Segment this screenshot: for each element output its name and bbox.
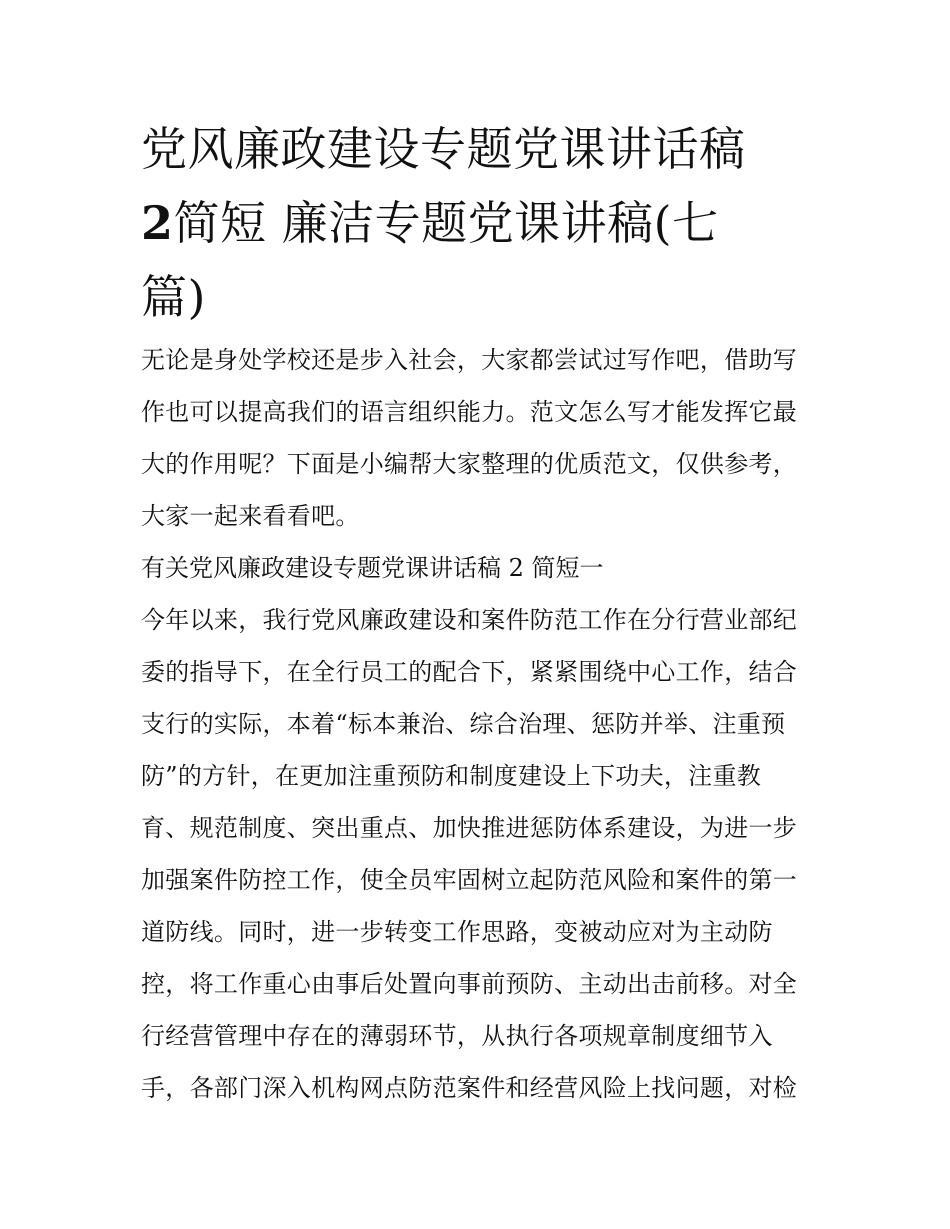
title-line-2	[141, 186, 813, 260]
title-line-2-text: 简短 廉洁专题党课讲稿(七	[173, 196, 719, 250]
intro-line: 大的作用呢？下面是小编帮大家整理的优质范文，仅供参考，	[141, 450, 798, 478]
body-line: 支行的实际，本着“标本兼治、综合治理、惩防并举、注重预	[141, 710, 786, 738]
body-line: 加强案件防控工作，使全员牢固树立起防范风险和案件的第一	[141, 866, 798, 894]
body-line: 行经营管理中存在的薄弱环节，从执行各项规章制度细节入	[141, 1022, 773, 1050]
body-line: 今年以来，我行党风廉政建设和案件防范工作在分行营业部纪	[141, 606, 798, 634]
body-line: 控，将工作重心由事后处置向事前预防、主动出击前移。对全	[141, 970, 798, 998]
title-line-1: 党风廉政建设专题党课讲话稿	[141, 122, 746, 176]
title-line-3: 篇)	[141, 270, 206, 324]
body-line: 防”的方针，在更加注重预防和制度建设上下功夫，注重教	[141, 762, 762, 790]
body-line: 育、规范制度、突出重点、加快推进惩防体系建设，为进一步	[141, 814, 798, 842]
body-line: 委的指导下，在全行员工的配合下，紧紧围绕中心工作，结合	[141, 658, 798, 686]
title-number: 2	[141, 196, 174, 250]
intro-paragraph	[141, 334, 813, 542]
intro-line: 无论是身处学校还是步入社会，大家都尝试过写作吧，借助写	[141, 346, 798, 374]
body-line: 道防线。同时，进一步转变工作思路，变被动应对为主动防	[141, 918, 773, 946]
document-content	[141, 112, 813, 1114]
intro-line: 作也可以提高我们的语言组织能力。范文怎么写才能发挥它最	[141, 398, 798, 426]
body-paragraph	[141, 594, 813, 1114]
section-heading: 有关党风廉政建设专题党课讲话稿 2 简短一	[141, 554, 604, 582]
body-line: 手，各部门深入机构网点防范案件和经营风险上找问题，对检	[141, 1074, 798, 1102]
document-title	[141, 112, 813, 334]
intro-line: 大家一起来看看吧。	[141, 502, 360, 530]
